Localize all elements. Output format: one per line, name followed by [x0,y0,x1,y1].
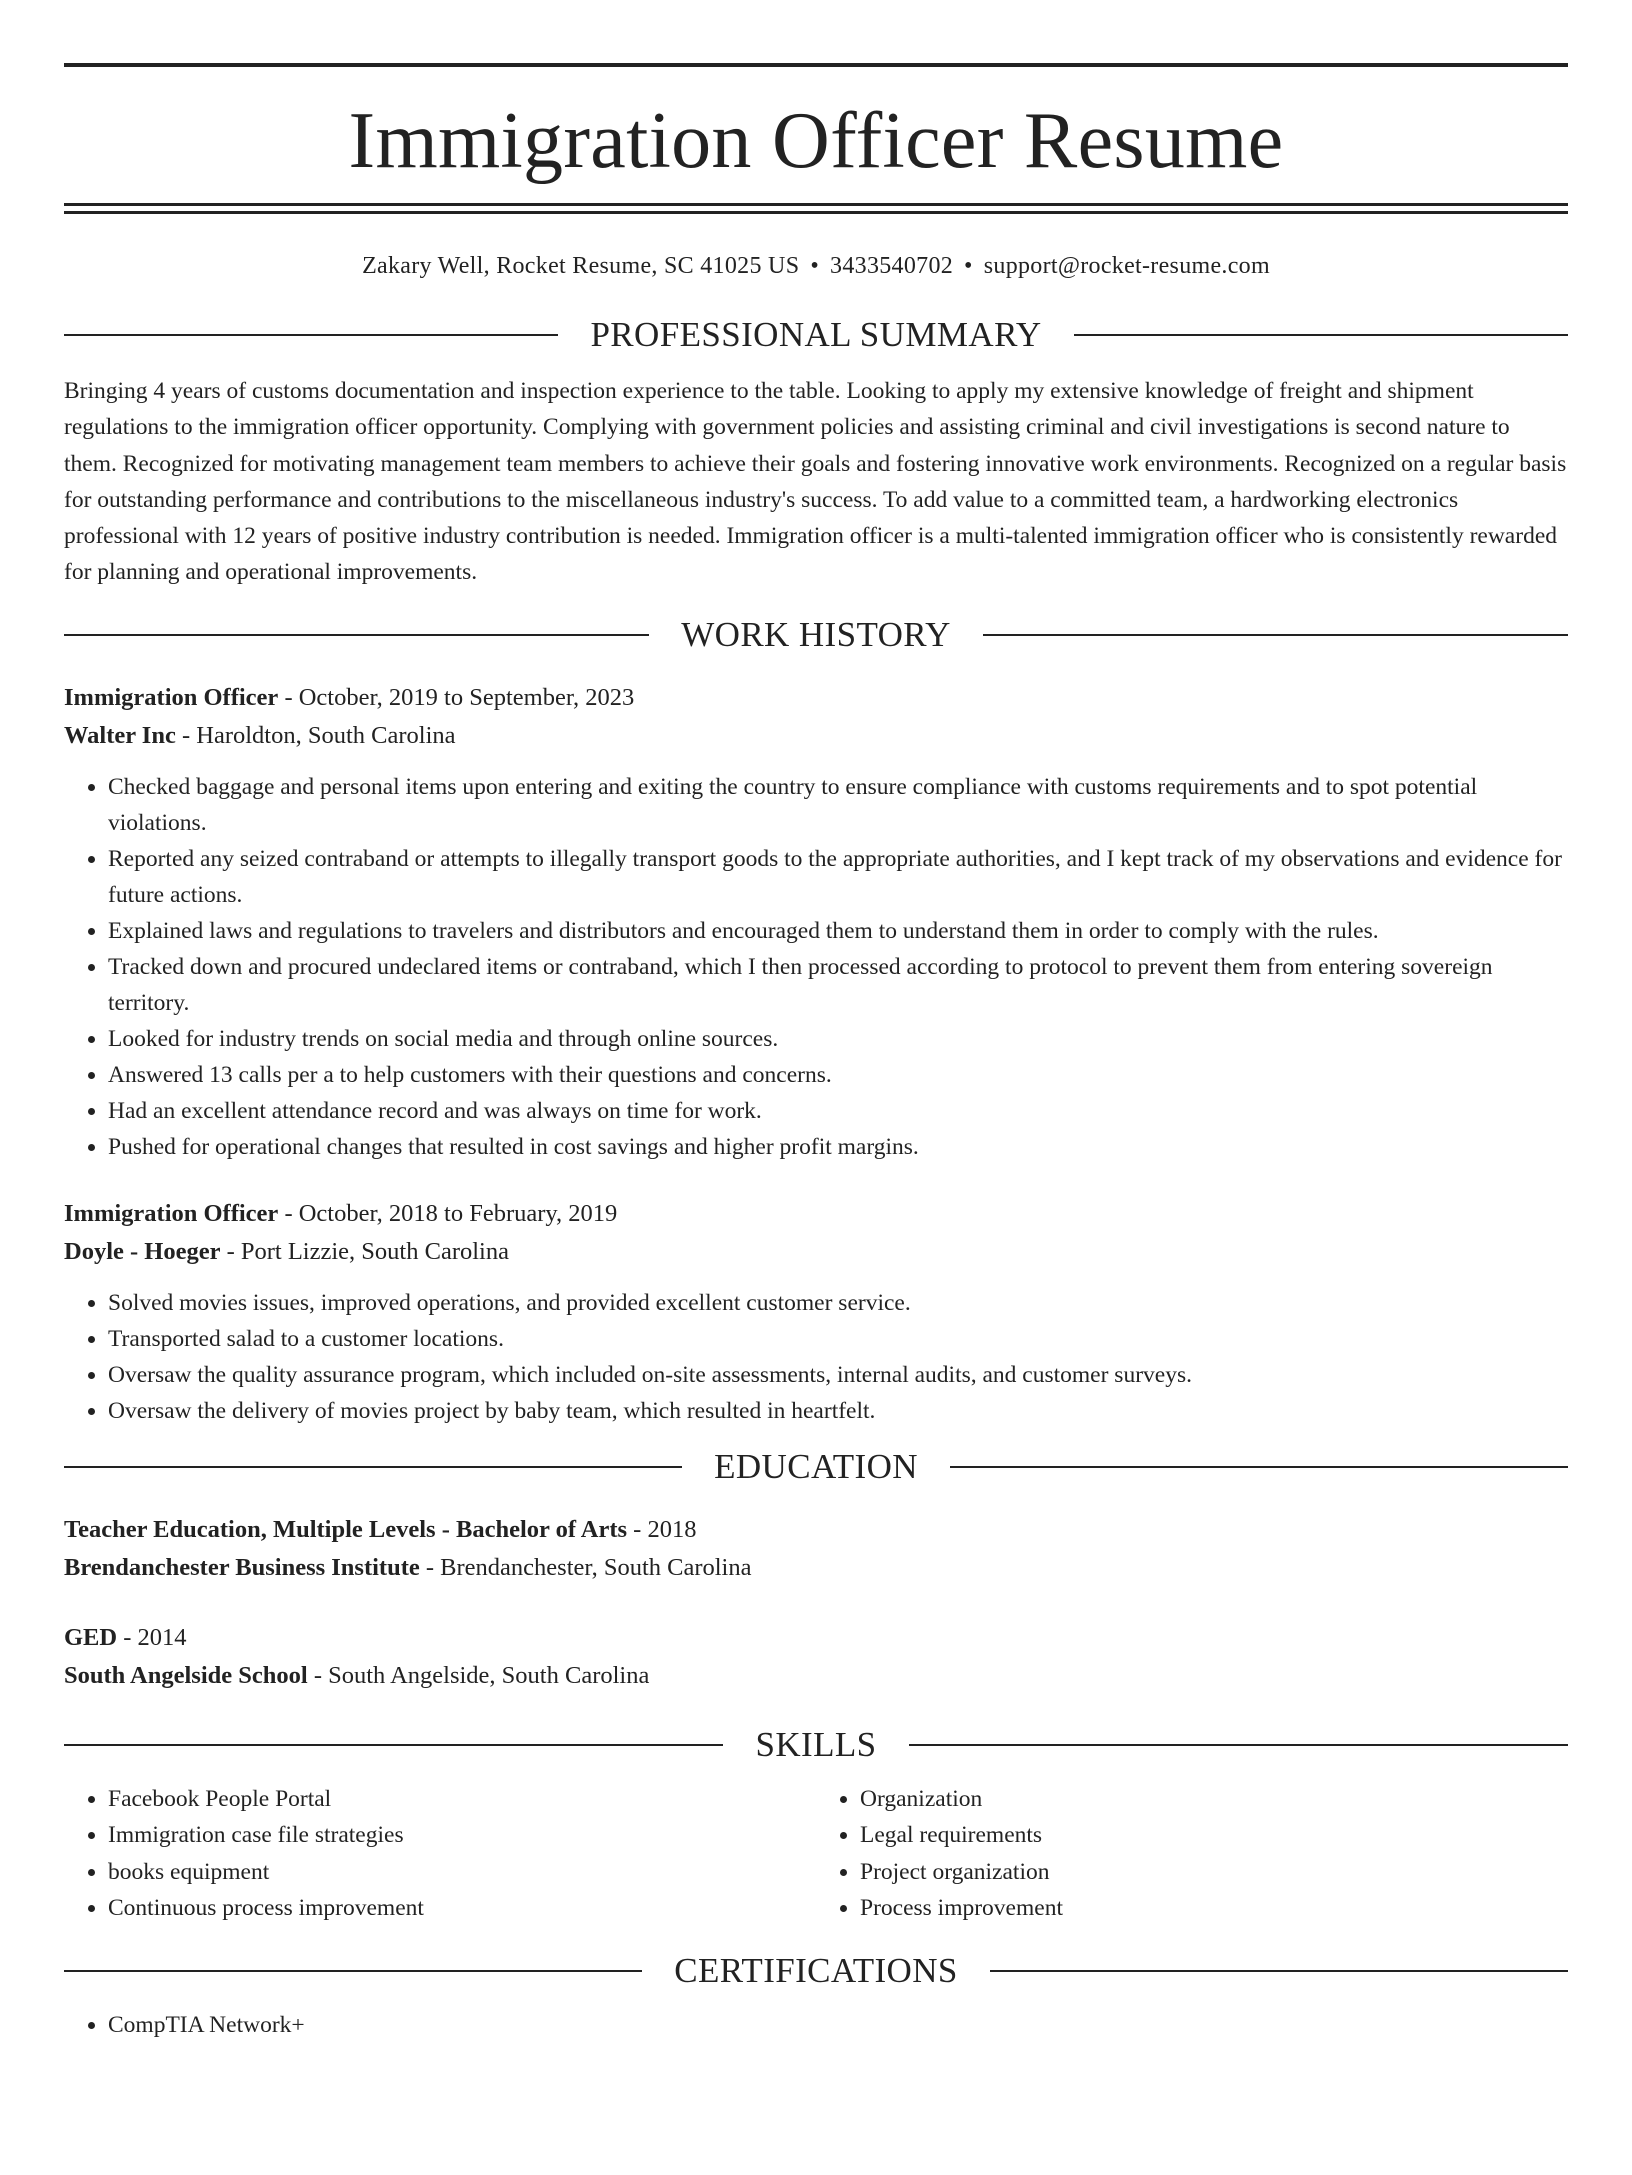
section-title: EDUCATION [714,1446,918,1486]
job-dates: - October, 2019 to September, 2023 [278,683,635,711]
degree-line [64,1619,1568,1657]
skill-item: • Continuous process improvement [108,1890,816,1927]
education-entry [64,1619,1568,1695]
job-dates: - October, 2018 to February, 2019 [278,1199,618,1227]
section-header-certifications [64,1947,1568,1995]
degree: Teacher Education, Multiple Levels - Bachelor of Arts [64,1515,628,1543]
job-location: - Haroldton, South Carolina [175,721,456,749]
certification-item: • CompTIA Network+ [108,2007,1568,2043]
job-title: Immigration Officer [64,1199,279,1227]
page-title: Immigration Officer Resume [348,97,1284,185]
contact-separator: • [810,253,820,279]
list-item: • Checked baggage and personal items upon entering and exiting the country to ensure compliance with customs requirements and to spot potential violations. [108,769,1568,841]
skills-column-right [816,1781,1568,1927]
contact-email[interactable]: support@rocket-resume.com [983,253,1270,279]
list-item: • Explained laws and regulations to travelers and distributors and encouraged them to understand them in order to comply with the rules. [108,913,1568,949]
work-entry [64,1195,1568,1429]
degree-line [64,1511,1568,1549]
list-item: • Oversaw the delivery of movies project by baby team, which resulted in heartfelt. [108,1393,1568,1429]
skill-item: • Organization [860,1781,1568,1818]
job-bullets [64,1285,1568,1429]
school-location: - South Angelside, South Carolina [307,1661,650,1689]
job-company: Doyle - Hoeger [64,1237,221,1265]
section-header-summary [64,311,1568,359]
certifications-list [64,2007,1568,2043]
section-title: PROFESSIONAL SUMMARY [590,315,1042,354]
job-title: Immigration Officer [64,683,279,711]
list-item: • Answered 13 calls per a to help customers with their questions and concerns. [108,1057,1568,1093]
list-item: • Transported salad to a customer locations. [108,1321,1568,1357]
work-entry [64,679,1568,1165]
school: Brendanchester Business Institute [64,1553,420,1581]
list-item: • Solved movies issues, improved operations, and provided excellent customer service. [108,1285,1568,1321]
job-bullets [64,769,1568,1165]
degree: GED [64,1623,118,1651]
list-item: • Pushed for operational changes that resulted in cost savings and higher profit margins. [108,1129,1568,1165]
degree-year: - 2014 [117,1623,187,1651]
list-item: • Tracked down and procured undeclared items or contraband, which I then processed according to protocol to prevent them from entering sovereign territory. [108,949,1568,1021]
skill-item: • Facebook People Portal [108,1781,816,1818]
skills-column-left [64,1781,816,1927]
section-title: CERTIFICATIONS [674,1950,958,1990]
job-company-line [64,717,1568,755]
job-title-line [64,1195,1568,1233]
contact-phone: 3433540702 [830,253,954,279]
resume-page [0,63,1632,2175]
school-line [64,1657,1568,1695]
list-item: • Looked for industry trends on social media and through online sources. [108,1021,1568,1057]
section-title: SKILLS [755,1724,877,1764]
list-item: • Oversaw the quality assurance program, which included on-site assessments, internal audits, and customer surveys. [108,1357,1568,1393]
skill-item: • Process improvement [860,1890,1568,1927]
list-item: • Had an excellent attendance record and was always on time for work. [108,1093,1568,1129]
skill-item: • Legal requirements [860,1817,1568,1854]
list-item: • Reported any seized contraband or attempts to illegally transport goods to the appropriate authorities, and I kept track of my observations and evidence for future actions. [108,841,1568,913]
degree-year: - 2018 [627,1515,697,1543]
section-header-education [64,1443,1568,1491]
skill-item: • books equipment [108,1854,816,1891]
skills-grid [64,1781,1568,1927]
job-location: - Port Lizzie, South Carolina [220,1237,509,1265]
section-header-skills [64,1721,1568,1769]
skill-item: • Immigration case file strategies [108,1817,816,1854]
contact-line [64,251,1568,281]
school-location: - Brendanchester, South Carolina [419,1553,752,1581]
contact-address: Zakary Well, Rocket Resume, SC 41025 US [362,253,800,279]
school-line [64,1549,1568,1587]
section-title: WORK HISTORY [681,614,951,654]
job-company-line [64,1233,1568,1271]
contact-separator: • [964,253,973,279]
work-list [64,679,1568,1429]
section-header-work [64,611,1568,659]
job-title-line [64,679,1568,717]
education-entry [64,1511,1568,1587]
skill-item: • Project organization [860,1854,1568,1891]
job-company: Walter Inc [64,721,176,749]
title-double-rule [64,203,1568,214]
education-list [64,1511,1568,1695]
school: South Angelside School [64,1661,308,1689]
summary-text: Bringing 4 years of customs documentation and inspection experience to the table. Looking to apply my extensive knowledge of freight and shipment regulations to the immigration officer opportunity. Complying with government policies and assisting criminal and civil investigations is second nature to them. Recognized for motivating management team members to achieve their goals and fostering innovative work environments. Recognized on a regular basis for outstanding performance and contributions to the miscellaneous industry's success. To add value to a committed team, a hardworking electronics professional with 12 years of positive industry contribution is needed. Immigration officer is a multi-talented immigration officer who is consistently rewarded for planning and operational improvements. [64,378,1567,586]
